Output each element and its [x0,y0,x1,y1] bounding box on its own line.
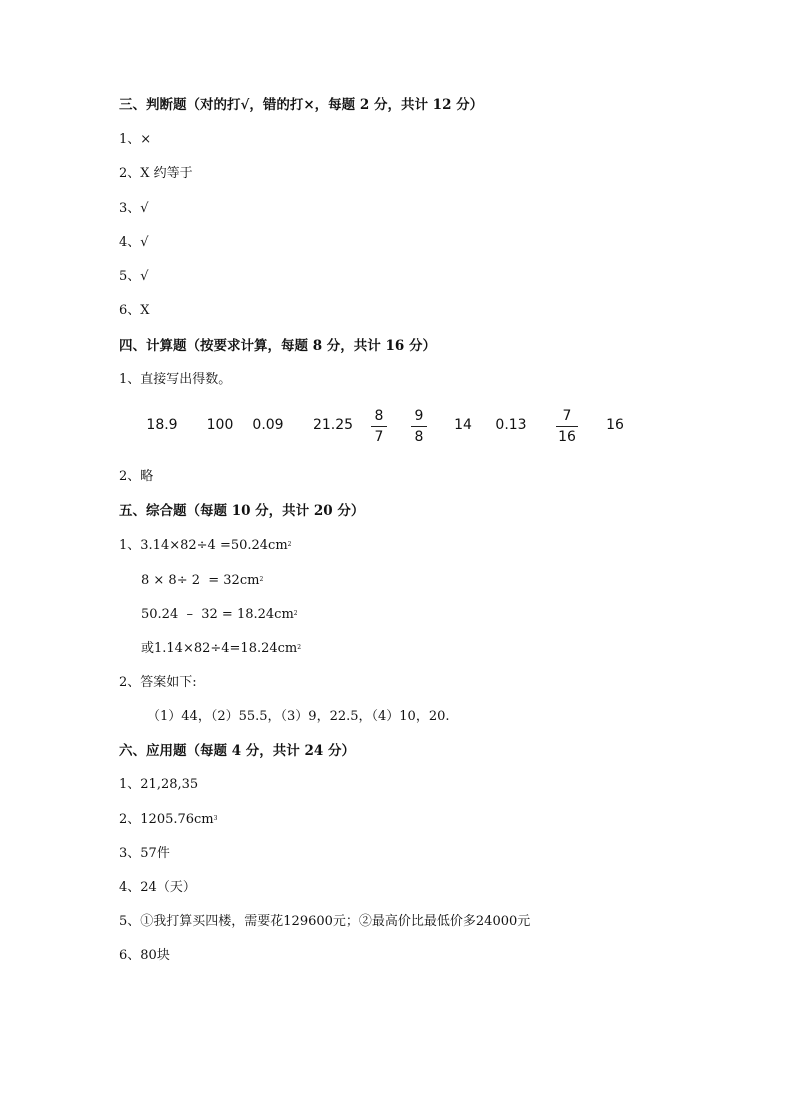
answer-5-fraction [371,406,387,447]
answer-6-fraction [411,406,427,447]
equation-text: 1、3.14×82÷4 =50.24cm [119,538,288,553]
equation-text: 或1.14×82÷4=18.24cm [141,641,298,656]
fraction-numerator: 8 [374,408,384,424]
fraction-numerator: 9 [414,408,424,424]
section-6-item-5: 5、①我打算买四楼，需要花129600元；②最高价比最低价多24000元 [119,914,531,929]
section-5-q2-answer: （1）44，（2）55.5，（3）9，22.5，（4）10，20. [147,709,450,724]
section-5-q1-line-2 [141,572,263,590]
section-3-item-1: 1、× [119,132,152,147]
section-4-q1-label: 1、直接写出得数。 [119,372,232,387]
section-3-item-2: 2、X 约等于 [119,166,193,181]
section-3-item-5: 5、√ [119,269,149,284]
section-6-heading: 六、应用题（每题 4 分，共计 24 分） [119,743,355,759]
section-5-q1-line-4 [141,640,301,658]
section-5-q1-line-3 [141,606,298,624]
fraction-numerator: 7 [562,408,572,424]
answer-text: 2、1205.76cm [119,812,214,827]
section-4-heading: 四、计算题（按要求计算，每题 8 分，共计 16 分） [119,338,436,354]
section-3-item-6: 6、X [119,303,150,318]
unit-superscript: 2 [297,644,302,651]
section-3-item-4: 4、√ [119,235,149,250]
computation-answers-row [0,404,790,454]
section-6-item-4: 4、24（天） [119,880,196,895]
section-6-item-3: 3、57件 [119,846,170,861]
answer-3: 0.09 [252,417,284,433]
fraction-denominator: 7 [374,429,384,445]
section-3-item-3: 3、√ [119,201,149,216]
answer-9-fraction [556,406,578,447]
answer-4: 21.25 [312,417,354,433]
section-3-heading: 三、判断题（对的打√，错的打×，每题 2 分，共计 12 分） [119,97,484,113]
equation-text: 8 × 8÷ 2 = 32cm [141,573,260,588]
section-6-item-6: 6、80块 [119,948,170,963]
unit-superscript: 2 [259,576,264,583]
answer-8: 0.13 [495,417,527,433]
fraction-denominator: 16 [558,429,576,445]
answer-2: 100 [206,417,234,433]
answer-7: 14 [454,417,472,433]
section-5-q1-line-1 [119,537,292,555]
unit-superscript: 2 [293,610,298,617]
section-5-q2-label: 2、答案如下: [119,675,197,690]
answer-10: 16 [606,417,624,433]
unit-superscript: 2 [287,541,292,548]
fraction-denominator: 8 [414,429,424,445]
section-6-item-2 [119,811,217,829]
section-4-q2: 2、略 [119,469,154,484]
equation-text: 50.24 – 32 = 18.24cm [141,607,294,622]
section-6-item-1: 1、21,28,35 [119,777,199,792]
answer-1: 18.9 [146,417,178,433]
section-5-heading: 五、综合题（每题 10 分，共计 20 分） [119,503,365,519]
unit-superscript: 3 [213,815,218,822]
